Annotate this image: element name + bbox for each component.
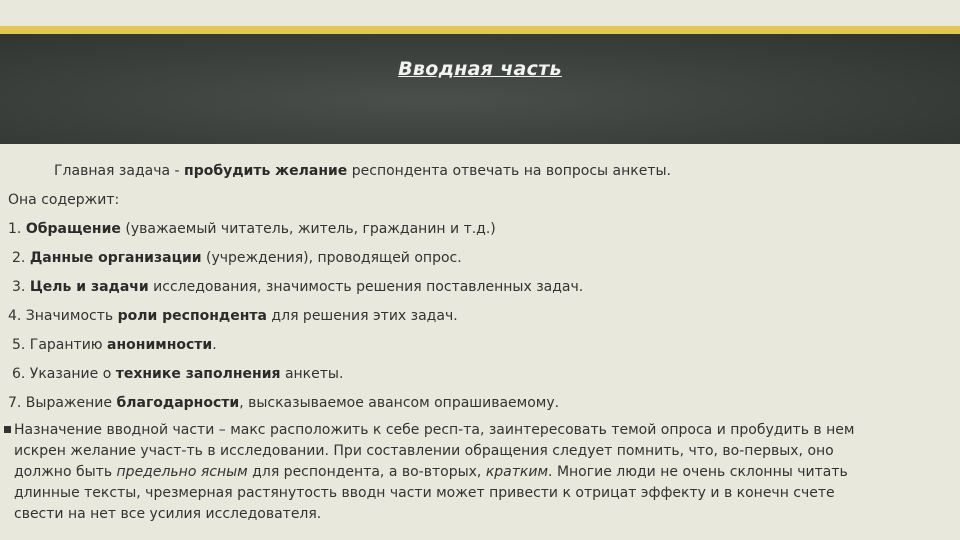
emphasis: роли респондента (117, 308, 267, 324)
text: для решения этих задач. (266, 308, 458, 324)
text: должно быть (14, 464, 117, 480)
emphasis: пробудить желание (184, 163, 348, 179)
text: (уважаемый читатель, житель, гражданин и т.д.) (120, 221, 496, 237)
text: анкеты. (280, 366, 344, 382)
text: . Многие люди не очень склонны читать (548, 464, 848, 480)
list-item (8, 394, 559, 412)
text: исследования, значимость решения поставленных задач. (148, 279, 584, 295)
text: . (212, 337, 217, 353)
emphasis: технике заполнения (115, 366, 281, 382)
text: , высказываемое авансом опрашиваемому. (239, 395, 560, 411)
list-item (8, 307, 458, 325)
emphasis: Данные организации (29, 250, 202, 266)
accent-stripe (0, 26, 960, 34)
paragraph-line: искрен желание участ-ть в исследовании. При составлении обращения следует помнить, что, во-первых, оно (14, 443, 834, 459)
text: 1. (8, 221, 26, 237)
bullet-square-icon (4, 426, 11, 433)
text: для респондента, а во-вторых, (247, 464, 486, 480)
list-item (12, 336, 217, 354)
list-item (12, 249, 462, 267)
paragraph-line (14, 462, 848, 484)
text: 3. (12, 279, 30, 295)
contains-line (8, 191, 119, 209)
list-item (12, 278, 583, 296)
paragraph-line: длинные тексты, чрезмерная растянутость вводн части может привести к отрицат эффекту и в конечн счете (14, 485, 835, 501)
text: 5. Гарантию (12, 337, 108, 353)
italic-text: предельно ясным (116, 464, 248, 480)
text: (учреждения), проводящей опрос. (201, 250, 462, 266)
emphasis: анонимности (107, 337, 213, 353)
paragraph-line: Назначение вводной части – макс расположить к себе респ-та, заинтересовать темой опроса и пробудить в нем (14, 422, 855, 438)
list-item (12, 365, 343, 383)
text: 7. Выражение (8, 395, 117, 411)
emphasis: Обращение (25, 221, 121, 237)
text: 2. (12, 250, 30, 266)
emphasis: Цель и задачи (29, 279, 149, 295)
slide-title: Вводная часть (398, 58, 562, 80)
text: Главная задача - (54, 163, 185, 179)
text: 6. Указание о (12, 366, 116, 382)
list-item (8, 220, 496, 238)
italic-text: кратким (485, 464, 549, 480)
emphasis: благодарности (116, 395, 240, 411)
intro-line (54, 162, 671, 180)
text: респондента отвечать на вопросы анкеты. (347, 163, 672, 179)
text: 4. Значимость (8, 308, 118, 324)
title-banner (0, 34, 960, 144)
text: Она содержит: (8, 192, 120, 208)
paragraph-line: свести на нет все усилия исследователя. (14, 506, 322, 522)
